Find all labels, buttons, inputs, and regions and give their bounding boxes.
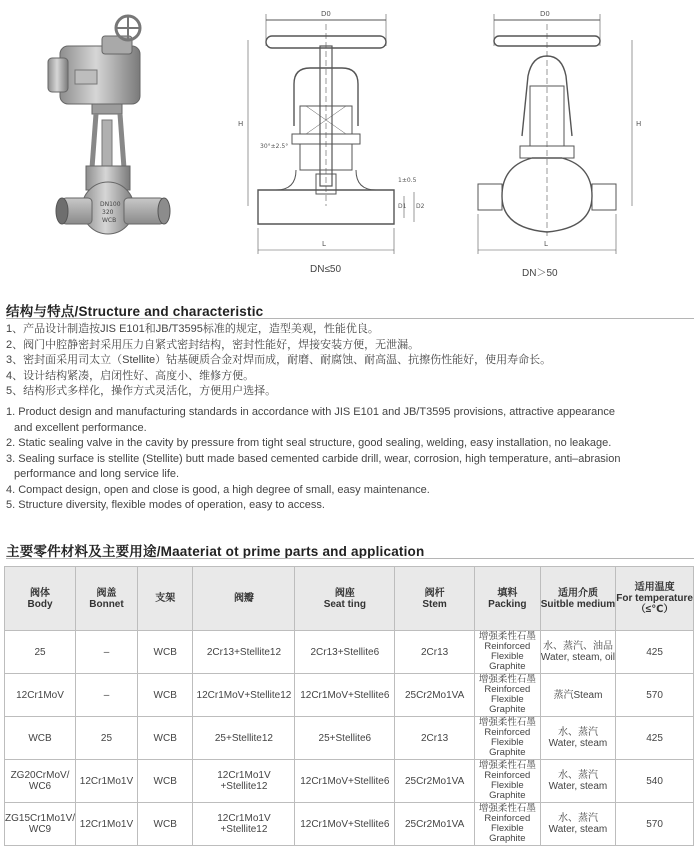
dim-angle: 30°±2.5° [260,143,289,150]
cell-bonnet: 12Cr1Mo1V [76,760,138,803]
parts-title-divider [6,558,694,559]
cell-packing: 增强柔性石墨 Reinforced Flexible Graphite [474,803,540,846]
structure-title-divider [6,318,694,319]
table-row [5,760,694,803]
cell-stem: 25Cr2Mo1VA [395,803,475,846]
cell-temperature: 540 [616,760,694,803]
cell-disc: 2Cr13+Stellite12 [193,631,295,674]
figure-caption-small: DN≤50 [310,264,342,275]
cell-temperature: 570 [616,803,694,846]
header-medium: 适用介质 Suitble medium [540,567,616,631]
dim-l-large: L [544,240,548,248]
structure-item-en-2-line1: 2. Static sealing valve in the cavity by pressure from tight seal structure, good sealing, welding, easy installation, no leakage. [6,437,612,449]
parts-section-title: 主要零件材料及主要用途/Maateriat ot prime parts and application [6,544,425,559]
dim-d2: D2 [416,203,425,210]
structure-item-en-1 [6,405,696,436]
cell-bonnet: 25 [76,717,138,760]
nameplate-text-3: WCB [102,217,117,224]
dim-l: L [322,240,326,248]
cell-bonnet: – [76,631,138,674]
header-body: 阀体 Body [5,567,76,631]
cell-temperature: 425 [616,717,694,760]
dim-d0-large: D0 [540,10,550,18]
cell-medium: 水、蒸汽 Water, steam [540,717,616,760]
table-row [5,674,694,717]
cell-seat: 25+Stellite6 [295,717,395,760]
cell-seat: 2Cr13+Stellite6 [295,631,395,674]
cell-stem: 25Cr2Mo1VA [395,674,475,717]
header-disc: 阀瓣 [193,567,295,631]
cell-packing: 增强柔性石墨 Reinforced Flexible Graphite [474,631,540,674]
header-stem: 阀杆 Stem [395,567,475,631]
valve-photo [40,8,200,258]
parts-table-header [5,567,694,631]
table-row [5,803,694,846]
cell-temperature: 570 [616,674,694,717]
structure-item-en-1-line1: 1. Product design and manufacturing standards in accordance with JIS E101 and JB/T3595 provisions, attractive appearance [6,406,616,418]
cell-stem: 2Cr13 [395,717,475,760]
cell-medium: 水、蒸汽、油品 Water, steam, oil [540,631,616,674]
cell-disc: 12Cr1MoV+Stellite12 [193,674,295,717]
cell-stem: 2Cr13 [395,631,475,674]
cell-seat: 12Cr1MoV+Stellite6 [295,760,395,803]
parts-table [4,566,694,846]
structure-item-cn-3: 3、密封面采用司太立（Stellite）钴基硬质合金对焊而成，耐磨、耐腐蚀、耐高温、抗擦伤性能好，使用寿命长。 [6,354,552,366]
structure-item-en-5 [6,498,696,514]
cell-temperature: 425 [616,631,694,674]
cell-stem: 25Cr2Mo1VA [395,760,475,803]
structure-list-cn [6,322,696,400]
structure-item-en-5-line1: 5. Structure diversity, flexible modes of operation, easy to access. [6,499,325,511]
dim-d1: D1 [398,203,407,210]
structure-item-en-3-line2: performance and long service life. [14,468,180,480]
header-temperature: 适用温度 For temperature （≤℃） [616,567,694,631]
dim-tolerance: 1±0.5 [398,177,417,184]
structure-item-cn-1: 1、产品设计制造按JIS E101和JB/T3595标准的规定，造型美观，性能优良。 [6,323,379,335]
cell-packing: 增强柔性石墨 Reinforced Flexible Graphite [474,717,540,760]
cell-body: ZG15Cr1Mo1V/ WC9 [5,803,76,846]
drawing-large-valve [472,6,652,264]
dim-h: H [238,120,244,128]
dim-d0: D0 [321,10,331,18]
cell-disc: 25+Stellite12 [193,717,295,760]
cell-medium: 水、蒸汽 Water, steam [540,803,616,846]
structure-item-en-3 [6,452,696,483]
cell-body: ZG20CrMoV/ WC6 [5,760,76,803]
structure-item-en-4-line1: 4. Compact design, open and close is good, a high degree of small, easy maintenance. [6,483,430,496]
cell-bonnet: – [76,674,138,717]
header-yoke: 支架 [137,567,193,631]
structure-item-cn-2: 2、阀门中腔静密封采用压力自紧式密封结构，密封性能好，焊接安装方便，无泄漏。 [6,338,420,351]
table-row [5,631,694,674]
cell-disc: 12Cr1Mo1V +Stellite12 [193,803,295,846]
header-bonnet: 阀盖 Bonnet [76,567,138,631]
drawing-small-valve [236,6,456,264]
structure-item-en-4 [6,483,696,499]
cell-body: 25 [5,631,76,674]
cell-yoke: WCB [137,631,193,674]
structure-item-en-3-line1: 3. Sealing surface is stellite (Stellite) butt made based cemented carbide drill, wear, corrosion, high temperature, anti–abrasion [6,452,621,465]
dim-h-large: H [636,120,642,128]
cell-medium: 蒸汽Steam [540,674,616,717]
cell-packing: 增强柔性石墨 Reinforced Flexible Graphite [474,674,540,717]
header-seat: 阀座 Seat ting [295,567,395,631]
structure-list-en [6,405,696,514]
header-packing: 填料 Packing [474,567,540,631]
nameplate-text-1: DN100 [100,201,121,208]
cell-yoke: WCB [137,803,193,846]
cell-disc: 12Cr1Mo1V +Stellite12 [193,760,295,803]
cell-yoke: WCB [137,760,193,803]
structure-item-cn-4: 4、设计结构紧凑，启闭性好、高度小、维修方便。 [6,369,255,382]
structure-item-cn-5: 5、结构形式多样化，操作方式灵活化，方便用户选择。 [6,385,277,397]
cell-seat: 12Cr1MoV+Stellite6 [295,674,395,717]
cell-packing: 增强柔性石墨 Reinforced Flexible Graphite [474,760,540,803]
table-row [5,717,694,760]
figure-caption-large: DN＞50 [522,268,558,279]
product-figures [0,0,700,285]
structure-item-en-1-line2: and excellent performance. [14,421,147,434]
cell-body: 12Cr1MoV [5,674,76,717]
cell-seat: 12Cr1MoV+Stellite6 [295,803,395,846]
cell-yoke: WCB [137,674,193,717]
cell-body: WCB [5,717,76,760]
cell-medium: 水、蒸汽 Water, steam [540,760,616,803]
cell-bonnet: 12Cr1Mo1V [76,803,138,846]
structure-section-title: 结构与特点/Structure and characteristic [6,304,264,319]
structure-item-en-2 [6,436,696,452]
nameplate-text-2: 320 [102,209,114,216]
cell-yoke: WCB [137,717,193,760]
